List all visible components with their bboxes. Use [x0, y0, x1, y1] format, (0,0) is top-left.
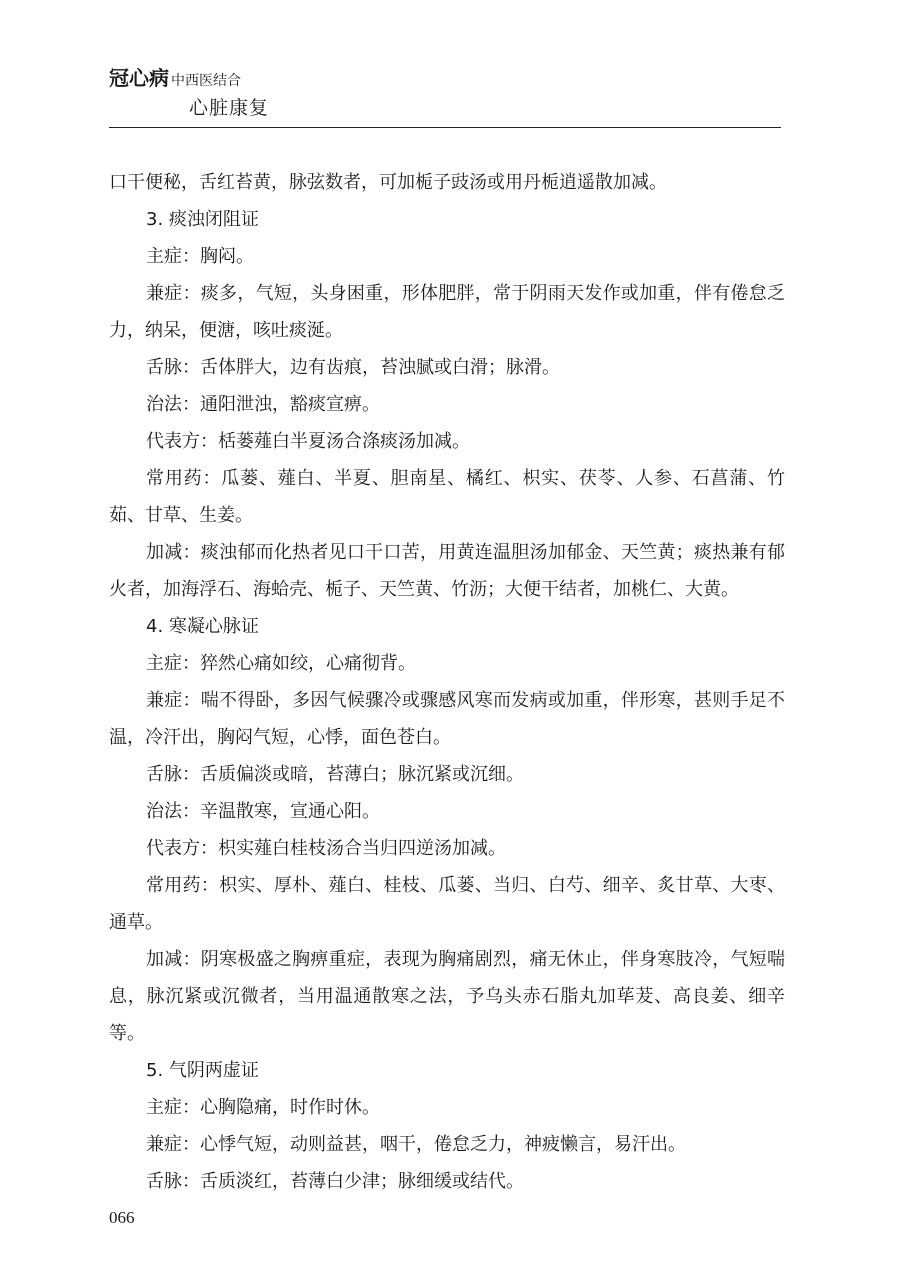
body-paragraph: 治法：通阳泄浊，豁痰宣痹。 — [146, 394, 380, 415]
header-title-main: 冠心病 — [109, 66, 169, 90]
body-paragraph: 舌脉：舌质淡红，苔薄白少津；脉细缓或结代。 — [146, 1171, 524, 1192]
body-paragraph: 口干便秘，舌红苔黄，脉弦数者，可加栀子豉汤或用丹栀逍遥散加减。 — [109, 172, 667, 193]
body-paragraph: 常用药：枳实、厚朴、薤白、桂枝、瓜蒌、当归、白芍、细辛、炙甘草、大枣、通草。 — [109, 875, 785, 933]
page-number: 066 — [109, 1208, 135, 1227]
body-paragraph: 主症：胸闷。 — [146, 246, 254, 267]
section-heading: 4. 寒凝心脉证 — [146, 616, 259, 637]
body-paragraph: 治法：辛温散寒，宣通心阳。 — [146, 801, 380, 822]
running-header — [109, 62, 781, 120]
body-paragraph: 代表方：枳实薤白桂枝汤合当归四逆汤加减。 — [146, 838, 506, 859]
body-paragraph: 主症：猝然心痛如绞，心痛彻背。 — [146, 653, 416, 674]
body-paragraph: 代表方：栝蒌薤白半夏汤合涤痰汤加减。 — [146, 431, 470, 452]
body-paragraph: 舌脉：舌体胖大，边有齿痕，苔浊腻或白滑；脉滑。 — [146, 357, 560, 378]
body-paragraph: 常用药：瓜蒌、薤白、半夏、胆南星、橘红、枳实、茯苓、人参、石菖蒲、竹茹、甘草、生姜。 — [109, 468, 785, 526]
body-paragraph: 加减：阴寒极盛之胸痹重症，表现为胸痛剧烈，痛无休止，伴身寒肢冷，气短喘息，脉沉紧或沉微者，当用温通散寒之法，予乌头赤石脂丸加荜茇、高良姜、细辛等。 — [109, 949, 785, 1044]
section-heading: 3. 痰浊闭阻证 — [146, 209, 259, 230]
header-title-sub: 中西医结合 — [171, 73, 241, 89]
body-paragraph: 兼症：喘不得卧，多因气候骤冷或骤感风寒而发病或加重，伴形寒，甚则手足不温，冷汗出，胸闷气短，心悸，面色苍白。 — [109, 690, 785, 748]
body-paragraph: 兼症：心悸气短，动则益甚，咽干，倦怠乏力，神疲懒言，易汗出。 — [146, 1134, 686, 1155]
header-title-line2: 心脏康复 — [189, 97, 270, 119]
header-title-row — [109, 62, 781, 91]
body-paragraph: 舌脉：舌质偏淡或暗，苔薄白；脉沉紧或沉细。 — [146, 764, 524, 785]
section-heading: 5. 气阴两虚证 — [146, 1060, 259, 1081]
page-body — [109, 164, 785, 1200]
body-paragraph: 主症：心胸隐痛，时作时休。 — [146, 1097, 380, 1118]
header-divider — [109, 127, 781, 128]
body-paragraph: 加减：痰浊郁而化热者见口干口苦，用黄连温胆汤加郁金、天竺黄；痰热兼有郁火者，加海浮石、海蛤壳、栀子、天竺黄、竹沥；大便干结者，加桃仁、大黄。 — [109, 542, 785, 600]
body-paragraph: 兼症：痰多，气短，头身困重，形体肥胖，常于阴雨天发作或加重，伴有倦怠乏力，纳呆，便溏，咳吐痰涎。 — [109, 283, 785, 341]
